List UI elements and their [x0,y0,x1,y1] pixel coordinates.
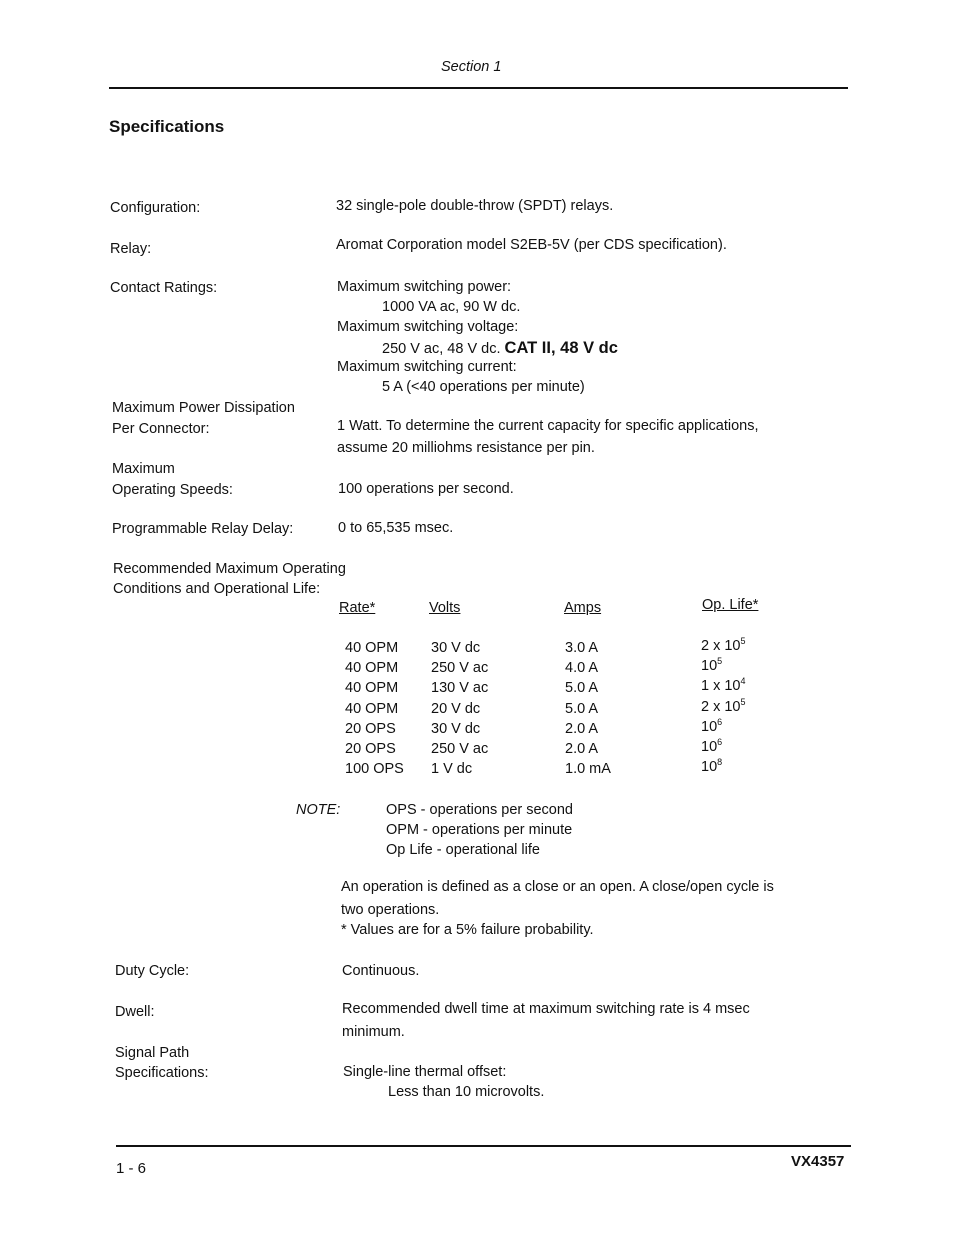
cell-rate: 40 OPM [345,701,399,717]
dwell-label: Dwell: [115,1004,155,1020]
speeds-label-2: Operating Speeds: [112,482,233,498]
max-switching-power-value: 1000 VA ac, 90 W dc. [382,299,521,315]
cell-rate: 40 OPM [345,640,399,656]
cell-op-life [701,719,722,736]
header-op-life: Op. Life* [702,597,759,613]
signal-path-value-2: Less than 10 microvolts. [388,1084,545,1100]
op-life-base: 10 [701,759,718,775]
cell-volts: 30 V dc [431,640,481,656]
header-volts: Volts [429,600,461,616]
cell-op-life [701,739,722,756]
operation-text-2: two operations. [341,902,440,918]
cell-rate: 20 OPS [345,721,396,737]
max-switching-current-value: 5 A (<40 operations per minute) [382,379,585,395]
op-life-exponent: 5 [740,636,746,646]
note-line: Op Life - operational life [386,842,540,858]
relay-value: Aromat Corporation model S2EB-5V (per CDS specification). [336,237,727,253]
max-switching-voltage-label: Maximum switching voltage: [337,319,519,335]
cell-rate: 100 OPS [345,761,404,777]
cell-volts: 1 V dc [431,761,473,777]
power-dissipation-label-1: Maximum Power Dissipation [112,400,295,416]
header-amps: Amps [564,600,602,616]
operation-text-3: * Values are for a 5% failure probability. [341,922,594,938]
dwell-value-2: minimum. [342,1024,405,1040]
configuration-value: 32 single-pole double-throw (SPDT) relays. [336,198,614,214]
footer-rule [116,1145,851,1147]
signal-path-label-2: Specifications: [115,1065,209,1081]
cell-amps: 5.0 A [565,701,599,717]
cell-op-life [701,658,722,675]
op-life-exponent: 5 [740,697,746,707]
op-life-base: 10 [701,739,718,755]
section-header: Section 1 [441,59,502,75]
cell-rate: 40 OPM [345,680,399,696]
recommended-label-2: Conditions and Operational Life: [113,581,321,597]
signal-path-value-1: Single-line thermal offset: [343,1064,507,1080]
cell-volts: 20 V dc [431,701,481,717]
dwell-value-1: Recommended dwell time at maximum switching rate is 4 msec [342,1001,750,1017]
cell-volts: 250 V ac [431,660,489,676]
relay-delay-label: Programmable Relay Delay: [112,521,294,537]
note-line: OPS - operations per second [386,802,573,818]
cell-rate: 20 OPS [345,741,396,757]
cell-amps: 1.0 mA [565,761,611,777]
op-life-base: 2 x 10 [701,699,741,715]
configuration-label: Configuration: [110,200,201,216]
cat-rating: CAT II, 48 V dc [504,339,618,357]
cell-volts: 30 V dc [431,721,481,737]
max-switching-voltage-value [382,339,618,358]
page-title: Specifications [109,117,225,136]
max-switching-current-label: Maximum switching current: [337,359,517,375]
op-life-exponent: 4 [740,676,746,686]
max-switching-power-label: Maximum switching power: [337,279,512,295]
op-life-exponent: 6 [717,717,723,727]
cell-volts: 130 V ac [431,680,489,696]
contact-ratings-label: Contact Ratings: [110,280,218,296]
cell-volts: 250 V ac [431,741,489,757]
signal-path-label-1: Signal Path [115,1045,190,1061]
cell-amps: 4.0 A [565,660,599,676]
relay-label: Relay: [110,241,152,257]
op-life-base: 10 [701,719,718,735]
duty-cycle-value: Continuous. [342,963,420,979]
header-rule [109,87,848,89]
duty-cycle-label: Duty Cycle: [115,963,190,979]
speeds-value: 100 operations per second. [338,481,514,497]
note-line: OPM - operations per minute [386,822,573,838]
op-life-exponent: 6 [717,737,723,747]
product-name: VX4357 [791,1153,845,1170]
recommended-label-1: Recommended Maximum Operating [113,561,346,577]
cell-op-life [701,759,722,776]
cell-amps: 3.0 A [565,640,599,656]
page-number: 1 - 6 [116,1160,147,1177]
operation-text-1: An operation is defined as a close or an open. A close/open cycle is [341,879,774,895]
op-life-exponent: 8 [717,757,723,767]
relay-delay-value: 0 to 65,535 msec. [338,520,454,536]
op-life-exponent: 5 [717,656,723,666]
op-life-base: 1 x 10 [701,678,741,694]
cell-op-life [701,699,746,716]
cell-amps: 5.0 A [565,680,599,696]
power-dissipation-value-1: 1 Watt. To determine the current capacity for specific applications, [337,418,759,434]
cell-amps: 2.0 A [565,721,599,737]
cell-rate: 40 OPM [345,660,399,676]
power-dissipation-label-2: Per Connector: [112,421,210,437]
op-life-base: 10 [701,658,718,674]
cell-amps: 2.0 A [565,741,599,757]
note-label: NOTE: [296,802,341,818]
cell-op-life [701,638,746,655]
voltage-value-text: 250 V ac, 48 V dc. [382,341,501,357]
op-life-base: 2 x 10 [701,638,741,654]
power-dissipation-value-2: assume 20 milliohms resistance per pin. [337,440,595,456]
header-rate: Rate* [339,600,376,616]
speeds-label-1: Maximum [112,461,175,477]
cell-op-life [701,678,746,695]
